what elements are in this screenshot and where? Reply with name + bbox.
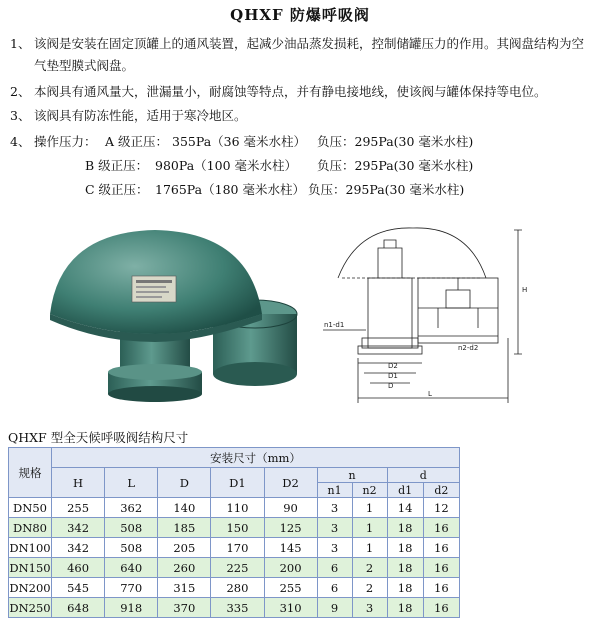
table-cell: 255 xyxy=(264,578,317,598)
table-cell: 185 xyxy=(158,518,211,538)
col-header-d2-hole: d2 xyxy=(423,483,459,498)
valve-drawing xyxy=(318,218,588,413)
table-cell: 255 xyxy=(52,498,105,518)
spec-table xyxy=(8,447,460,618)
table-cell: 370 xyxy=(158,598,211,618)
pressure-grade-a: A 级正压： xyxy=(105,134,169,149)
spec-table-body xyxy=(9,498,460,618)
pressure-item xyxy=(10,132,97,152)
table-cell: 18 xyxy=(387,578,423,598)
table-cell: 460 xyxy=(52,558,105,578)
pressure-label: 操作压力： xyxy=(34,134,97,149)
table-cell-spec: DN250 xyxy=(9,598,52,618)
table-cell: 640 xyxy=(105,558,158,578)
table-cell: 648 xyxy=(52,598,105,618)
table-cell: 362 xyxy=(105,498,158,518)
table-cell: 1 xyxy=(352,538,387,558)
item-number: 2、 xyxy=(10,84,31,99)
spec-header: 规格 xyxy=(9,448,52,498)
table-cell: 335 xyxy=(211,598,264,618)
feature-item-2 xyxy=(10,82,547,102)
table-cell: 1 xyxy=(352,518,387,538)
table-cell: 6 xyxy=(317,558,352,578)
table-cell: 6 xyxy=(317,578,352,598)
table-cell-spec: DN200 xyxy=(9,578,52,598)
table-cell-spec: DN80 xyxy=(9,518,52,538)
item-text: 该阀具有防冻性能，适用于寒冷地区。 xyxy=(34,108,247,123)
col-group-d: d xyxy=(387,468,460,483)
table-cell: 16 xyxy=(423,538,459,558)
pressure-c-negative: 负压：295Pa(30 毫米水柱) xyxy=(308,182,465,197)
feature-item-1-continued: 气垫型膜式阀盘。 xyxy=(34,58,135,73)
table-row xyxy=(9,498,460,518)
pressure-grade-b: B 级正压： xyxy=(85,158,149,173)
valve-photo xyxy=(40,222,310,422)
page-title: QHXF 防爆呼吸阀 xyxy=(230,6,370,24)
table-cell: 3 xyxy=(317,498,352,518)
col-header-n2: n2 xyxy=(352,483,387,498)
table-row xyxy=(9,598,460,618)
table-cell: 18 xyxy=(387,518,423,538)
col-header-n1: n1 xyxy=(317,483,352,498)
item-number: 1、 xyxy=(10,36,31,51)
feature-item-1 xyxy=(10,34,584,54)
pressure-a-positive: 355Pa（36 毫米水柱） xyxy=(172,134,307,149)
table-row xyxy=(9,578,460,598)
table-cell: 3 xyxy=(317,538,352,558)
svg-text:D2: D2 xyxy=(388,362,398,370)
table-cell: 918 xyxy=(105,598,158,618)
table-cell: 110 xyxy=(211,498,264,518)
svg-text:L: L xyxy=(428,390,432,398)
table-cell-spec: DN150 xyxy=(9,558,52,578)
table-cell: 200 xyxy=(264,558,317,578)
item-number: 3、 xyxy=(10,108,31,123)
table-cell-spec: DN100 xyxy=(9,538,52,558)
table-row xyxy=(9,538,460,558)
table-cell: 16 xyxy=(423,558,459,578)
table-cell: 145 xyxy=(264,538,317,558)
table-cell: 225 xyxy=(211,558,264,578)
table-cell: 2 xyxy=(352,578,387,598)
table-cell: 545 xyxy=(52,578,105,598)
table-cell: 90 xyxy=(264,498,317,518)
install-size-header: 安装尺寸（mm） xyxy=(52,448,460,468)
pressure-grade-c: C 级正压： xyxy=(85,182,149,197)
col-header-d: D xyxy=(158,468,211,498)
pressure-b-negative: 负压：295Pa(30 毫米水柱) xyxy=(317,158,474,173)
table-cell: 16 xyxy=(423,518,459,538)
table-cell: 16 xyxy=(423,598,459,618)
table-cell: 260 xyxy=(158,558,211,578)
col-header-d1-hole: d1 xyxy=(387,483,423,498)
table-cell: 342 xyxy=(52,538,105,558)
table-cell: 12 xyxy=(423,498,459,518)
table-row xyxy=(9,518,460,538)
table-cell: 16 xyxy=(423,578,459,598)
table-cell: 9 xyxy=(317,598,352,618)
table-cell: 140 xyxy=(158,498,211,518)
svg-text:H: H xyxy=(522,286,528,294)
svg-text:D: D xyxy=(388,382,394,390)
table-cell: 310 xyxy=(264,598,317,618)
item-text: 该阀是安装在固定顶罐上的通风装置，起减少油品蒸发损耗，控制储罐压力的作用。其阀盘结构为空 xyxy=(34,36,585,51)
table-cell: 150 xyxy=(211,518,264,538)
table-cell: 18 xyxy=(387,558,423,578)
table-caption: QHXF 型全天候呼吸阀结构尺寸 xyxy=(8,430,189,445)
table-cell: 508 xyxy=(105,518,158,538)
table-cell: 14 xyxy=(387,498,423,518)
table-cell: 205 xyxy=(158,538,211,558)
item-text: 本阀具有通风量大，泄漏量小，耐腐蚀等特点，并有静电接地线，使该阀与罐体保持等电位。 xyxy=(34,84,547,99)
table-cell: 170 xyxy=(211,538,264,558)
feature-item-3 xyxy=(10,106,247,126)
table-cell: 3 xyxy=(352,598,387,618)
table-cell: 315 xyxy=(158,578,211,598)
table-row xyxy=(9,558,460,578)
table-cell: 1 xyxy=(352,498,387,518)
col-header-d1: D1 xyxy=(211,468,264,498)
col-header-d2: D2 xyxy=(264,468,317,498)
table-cell: 18 xyxy=(387,538,423,558)
table-cell-spec: DN50 xyxy=(9,498,52,518)
svg-text:n1-d1: n1-d1 xyxy=(324,321,345,329)
svg-text:n2-d2: n2-d2 xyxy=(458,344,479,352)
pressure-b-positive: 980Pa（100 毫米水柱） xyxy=(155,158,297,173)
table-cell: 2 xyxy=(352,558,387,578)
table-cell: 18 xyxy=(387,598,423,618)
table-cell: 342 xyxy=(52,518,105,538)
table-cell: 125 xyxy=(264,518,317,538)
col-header-h: H xyxy=(52,468,105,498)
svg-text:D1: D1 xyxy=(388,372,398,380)
col-header-l: L xyxy=(105,468,158,498)
table-cell: 3 xyxy=(317,518,352,538)
pressure-c-positive: 1765Pa（180 毫米水柱） xyxy=(155,182,305,197)
item-number: 4、 xyxy=(10,134,31,149)
pressure-a-negative: 负压：295Pa(30 毫米水柱) xyxy=(317,134,474,149)
col-group-n: n xyxy=(317,468,387,483)
table-cell: 770 xyxy=(105,578,158,598)
table-cell: 508 xyxy=(105,538,158,558)
table-cell: 280 xyxy=(211,578,264,598)
